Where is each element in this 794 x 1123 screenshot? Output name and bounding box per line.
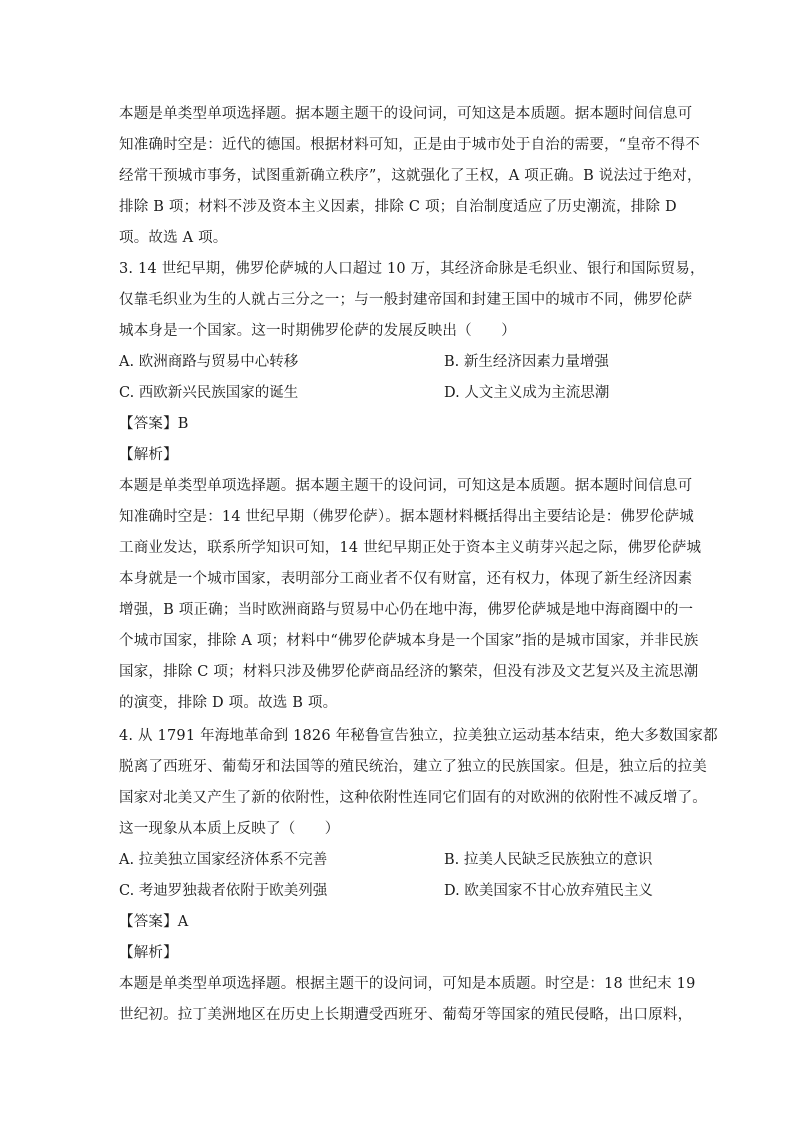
q4-stem-line-3: 国家对北美又产生了新的依附性，这种依附性连同它们固有的对欧洲的依附性不减反增了。 <box>119 790 707 806</box>
q3-explanation-line-4: 本身就是一个城市国家，表明部分工商业者不仅有财富，还有权力，体现了新生经济因素 <box>119 571 693 587</box>
q3-explanation-line-8: 的演变，排除 D 项。故选 B 项。 <box>119 695 338 711</box>
q4-option-d: D. 欧美国家不甘心放弃殖民主义 <box>444 883 653 899</box>
q3-explanation-line-3: 工商业发达，联系所学知识可知，14 世纪早期正处于资本主义萌芽兴起之际，佛罗伦萨城 <box>119 540 702 556</box>
q3-option-c: C. 西欧新兴民族国家的诞生 <box>119 385 299 401</box>
q4-explanation-line-2: 世纪初。拉丁美洲地区在历史上长期遭受西班牙、葡萄牙等国家的殖民侵略，出口原料， <box>119 1007 693 1023</box>
q4-option-a: A. 拉美独立国家经济体系不完善 <box>119 852 328 868</box>
q3-explanation-line-2: 知准确时空是：14 世纪早期（佛罗伦萨）。据本题材料概括得出主要结论是：佛罗伦萨城 <box>119 509 695 525</box>
q3-answer: 【答案】B <box>119 416 189 432</box>
q3-stem-line-2: 仅靠毛织业为生的人就占三分之一；与一般封建帝国和封建王国中的城市不同，佛罗伦萨 <box>119 292 693 308</box>
q4-option-c: C. 考迪罗独裁者依附于欧美列强 <box>119 883 328 899</box>
q3-option-d: D. 人文主义成为主流思潮 <box>444 385 610 401</box>
q4-answer: 【答案】A <box>119 914 189 930</box>
q3-explanation-line-7: 国家，排除 C 项；材料只涉及佛罗伦萨商品经济的繁荣，但没有涉及文艺复兴及主流思潮 <box>119 664 699 680</box>
q4-analysis-label: 【解析】 <box>119 945 178 961</box>
q2-explanation-line-5: 项。故选 A 项。 <box>119 230 228 246</box>
q2-explanation-line-3: 经常干预城市事务，试图重新确立秩序”，这就强化了王权，A 项正确。B 说法过于绝对， <box>119 168 702 184</box>
q3-analysis-label: 【解析】 <box>119 447 178 463</box>
q2-explanation-line-4: 排除 B 项；材料不涉及资本主义因素，排除 C 项；自治制度适应了历史潮流，排除 D <box>119 199 677 215</box>
q3-explanation-line-1: 本题是单类型单项选择题。据本题主题干的设问词，可知这是本质题。据本题时间信息可 <box>119 478 693 494</box>
q3-option-b: B. 新生经济因素力量增强 <box>444 354 609 370</box>
q4-stem-line-1: 4. 从 1791 年海地革命到 1826 年秘鲁宣告独立，拉美独立运动基本结束，绝大多数国家都 <box>119 728 718 744</box>
q4-option-b: B. 拉美人民缺乏民族独立的意识 <box>444 852 653 868</box>
q3-explanation-line-5: 增强，B 项正确；当时欧洲商路与贸易中心仍在地中海，佛罗伦萨城是地中海商圈中的一 <box>119 602 694 618</box>
q2-explanation-line-2: 知准确时空是：近代的德国。根据材料可知，正是由于城市处于自治的需要，“皇帝不得不 <box>119 137 700 153</box>
q3-explanation-line-6: 个城市国家，排除 A 项；材料中“佛罗伦萨城本身是一个国家”指的是城市国家，并非民族 <box>119 633 699 649</box>
q4-stem-line-2: 脱离了西班牙、葡萄牙和法国等的殖民统治，建立了独立的民族国家。但是，独立后的拉美 <box>119 759 707 775</box>
q4-explanation-line-1: 本题是单类型单项选择题。根据主题干的设问词，可知是本质题。时空是：18 世纪末 19 <box>119 976 696 992</box>
q2-explanation-line-1: 本题是单类型单项选择题。据本题主题干的设问词，可知这是本质题。据本题时间信息可 <box>119 106 693 122</box>
q3-option-a: A. 欧洲商路与贸易中心转移 <box>119 354 299 370</box>
q4-stem-line-4: 这一现象从本质上反映了（ ） <box>119 821 340 837</box>
q3-stem-line-1: 3. 14 世纪早期，佛罗伦萨城的人口超过 10 万，其经济命脉是毛织业、银行和国际贸易， <box>119 261 705 277</box>
q3-stem-line-3: 城本身是一个国家。这一时期佛罗伦萨的发展反映出（ ） <box>119 323 516 339</box>
